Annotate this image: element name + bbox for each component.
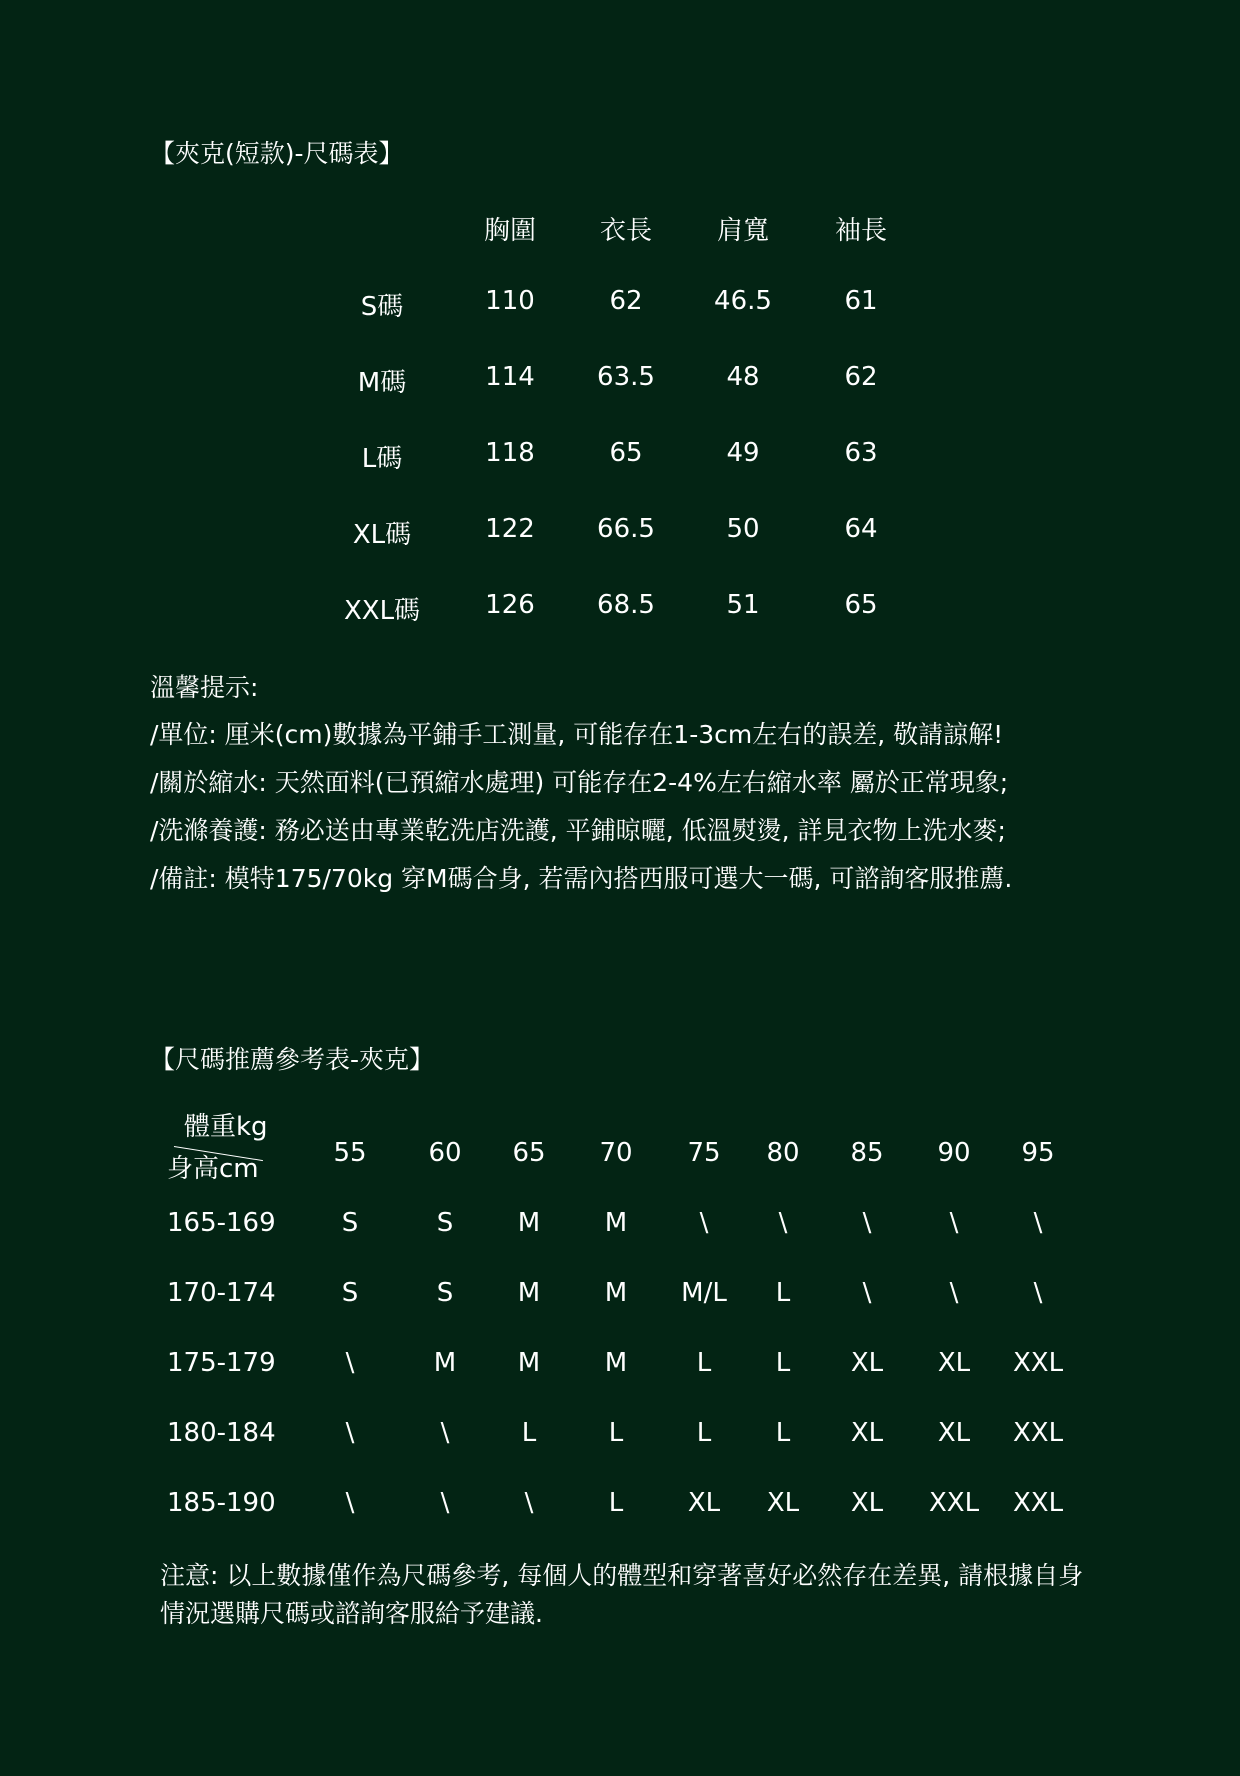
tip-line: /關於縮水: 天然面料(已預縮水處理) 可能存在2-4%左右縮水率 屬於正常現象; xyxy=(150,768,1009,797)
table-cell: XL xyxy=(937,1418,971,1448)
table-cell: \ xyxy=(949,1278,959,1308)
table-cell: \ xyxy=(345,1488,355,1518)
table-cell: M xyxy=(604,1208,628,1238)
table-cell: \ xyxy=(345,1348,355,1378)
table-cell: 122 xyxy=(485,514,535,544)
tip-line: /洗滌養護: 務必送由專業乾洗店洗護, 平鋪晾曬, 低溫熨燙, 詳見衣物上洗水麥; xyxy=(150,816,1006,845)
table-cell: \ xyxy=(440,1488,450,1518)
table-cell: 62 xyxy=(844,362,878,392)
height-axis-label: 身高cm xyxy=(167,1154,259,1184)
table-cell: L xyxy=(608,1488,624,1518)
tip-line: /單位: 厘米(cm)數據為平鋪手工測量, 可能存在1-3cm左右的誤差, 敬請諒解! xyxy=(150,720,1004,749)
table-cell: XL xyxy=(850,1488,884,1518)
table-cell: 64 xyxy=(844,514,878,544)
table-cell: L xyxy=(608,1418,624,1448)
table-cell: XL xyxy=(766,1488,800,1518)
table-cell: 63.5 xyxy=(597,362,655,392)
table-cell: L xyxy=(775,1278,791,1308)
table-cell: 46.5 xyxy=(714,286,772,316)
tip-line: /備註: 模特175/70kg 穿M碼合身, 若需內搭西服可選大一碼, 可諮詢客服推薦. xyxy=(150,864,1013,893)
column-header-chest: 胸圍 xyxy=(483,216,537,246)
table-cell: XL xyxy=(850,1418,884,1448)
column-header-sleeve: 袖長 xyxy=(834,216,888,246)
weight-header: 70 xyxy=(599,1138,633,1168)
table-cell: \ xyxy=(778,1208,788,1238)
table-cell: L xyxy=(521,1418,537,1448)
tips-title: 溫馨提示: xyxy=(150,673,259,702)
column-header-shoulder: 肩寬 xyxy=(716,216,770,246)
table-cell: XXL xyxy=(1012,1418,1064,1448)
table-cell: 126 xyxy=(485,590,535,620)
table-cell: S xyxy=(436,1278,454,1308)
weight-header: 65 xyxy=(512,1138,546,1168)
table-cell: 118 xyxy=(485,438,535,468)
table-cell: L xyxy=(696,1348,712,1378)
table-cell: XL xyxy=(937,1348,971,1378)
table-cell: \ xyxy=(1033,1208,1043,1238)
table-cell: 63 xyxy=(844,438,878,468)
height-range: 175-179 xyxy=(167,1348,276,1378)
table-cell: 48 xyxy=(726,362,760,392)
table-cell: S xyxy=(341,1208,359,1238)
table-cell: \ xyxy=(862,1278,872,1308)
size-label: XL碼 xyxy=(352,520,412,550)
table-cell: S xyxy=(341,1278,359,1308)
table-cell: \ xyxy=(949,1208,959,1238)
table-cell: XXL xyxy=(1012,1348,1064,1378)
table-cell: L xyxy=(696,1418,712,1448)
size-chart-title: 【夾克(短款)-尺碼表】 xyxy=(150,139,404,168)
height-range: 165-169 xyxy=(167,1208,276,1238)
table-cell: 65 xyxy=(844,590,878,620)
recommend-note: 注意: 以上數據僅作為尺碼參考, 每個人的體型和穿著喜好必然存在差異, 請根據自身情況選購尺碼或諮詢客服給予建議. xyxy=(160,1561,1084,1628)
weight-header: 60 xyxy=(428,1138,462,1168)
table-cell: \ xyxy=(862,1208,872,1238)
table-cell: 49 xyxy=(726,438,760,468)
table-cell: \ xyxy=(345,1418,355,1448)
weight-header: 90 xyxy=(937,1138,971,1168)
table-cell: 61 xyxy=(844,286,878,316)
table-cell: M xyxy=(604,1348,628,1378)
size-label: L碼 xyxy=(361,444,403,474)
table-cell: 51 xyxy=(726,590,760,620)
table-cell: \ xyxy=(699,1208,709,1238)
table-cell: M xyxy=(517,1348,541,1378)
table-cell: 110 xyxy=(485,286,535,316)
size-label: S碼 xyxy=(360,292,404,322)
size-label: M碼 xyxy=(357,368,407,398)
table-cell: 114 xyxy=(485,362,535,392)
table-cell: M/L xyxy=(681,1278,727,1308)
table-cell: M xyxy=(433,1348,457,1378)
table-cell: 66.5 xyxy=(597,514,655,544)
table-cell: 68.5 xyxy=(597,590,655,620)
weight-header: 75 xyxy=(687,1138,721,1168)
table-cell: L xyxy=(775,1418,791,1448)
table-cell: XL xyxy=(850,1348,884,1378)
weight-header: 95 xyxy=(1021,1138,1055,1168)
recommend-title: 【尺碼推薦參考表-夾克】 xyxy=(150,1045,435,1074)
height-range: 185-190 xyxy=(167,1488,276,1518)
table-cell: S xyxy=(436,1208,454,1238)
table-cell: M xyxy=(517,1278,541,1308)
table-cell: L xyxy=(775,1348,791,1378)
weight-header: 55 xyxy=(333,1138,367,1168)
table-cell: XL xyxy=(687,1488,721,1518)
table-cell: M xyxy=(604,1278,628,1308)
table-cell: 62 xyxy=(609,286,643,316)
height-range: 180-184 xyxy=(167,1418,276,1448)
weight-axis-label: 體重kg xyxy=(184,1112,268,1142)
table-cell: \ xyxy=(440,1418,450,1448)
weight-header: 80 xyxy=(766,1138,800,1168)
weight-header: 85 xyxy=(850,1138,884,1168)
table-cell: \ xyxy=(1033,1278,1043,1308)
table-cell: \ xyxy=(524,1488,534,1518)
size-label: XXL碼 xyxy=(343,596,421,626)
table-cell: 50 xyxy=(726,514,760,544)
table-cell: XXL xyxy=(1012,1488,1064,1518)
table-cell: XXL xyxy=(928,1488,980,1518)
column-header-length: 衣長 xyxy=(599,216,653,246)
table-cell: M xyxy=(517,1208,541,1238)
table-cell: 65 xyxy=(609,438,643,468)
height-range: 170-174 xyxy=(167,1278,276,1308)
